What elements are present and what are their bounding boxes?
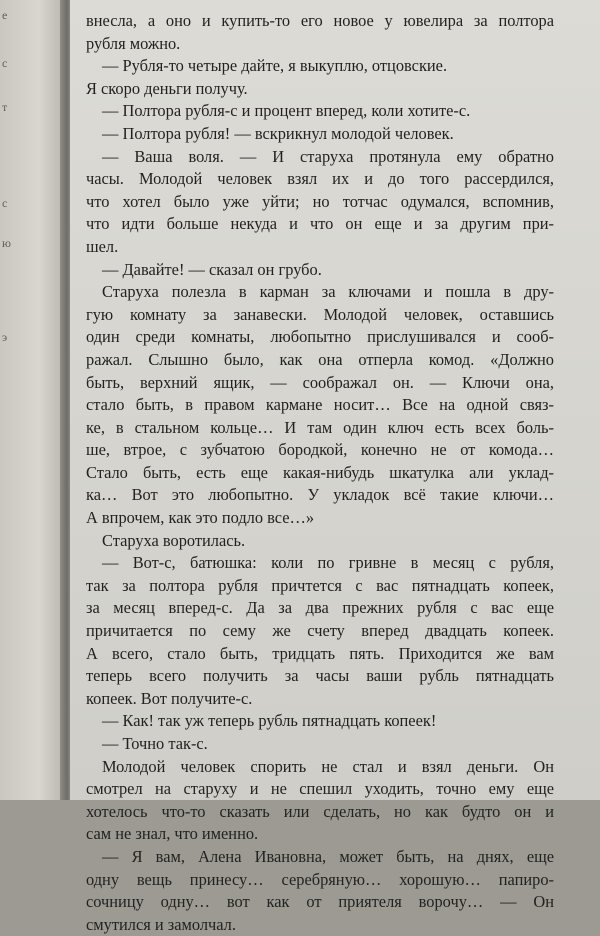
text-line: ше, втрое, с зубчатою бородкой, конечно не от комода…: [86, 440, 554, 460]
text-line: гую комнату за занавески. Молодой человек, оставшись: [86, 304, 554, 324]
text-line: — Полтора рубля! — вскрикнул молодой человек.: [102, 123, 454, 143]
text-line: за месяц вперед-с. Да за два прежних рубля с вас еще: [86, 598, 554, 618]
text-line: — Ваша воля. — И старуха протянула ему обратно: [102, 146, 554, 166]
text-line: Молодой человек спорить не стал и взял деньги. Он: [102, 756, 554, 776]
facing-page-fragment: т: [2, 100, 8, 114]
facing-page-fragment: э: [2, 330, 8, 344]
text-line: сам не знал, что именно.: [86, 824, 259, 844]
text-line: быть, верхний ящик, — соображал он. — Ключи она,: [86, 372, 554, 392]
facing-page-fragment: с: [2, 196, 8, 210]
facing-page-edge: [0, 0, 64, 800]
text-line: часы. Молодой человек взял их и до того рассердился,: [86, 169, 554, 189]
text-line: так за полтора рубля причтется с вас пятнадцать копеек,: [86, 575, 554, 595]
text-line: — Давайте! — сказал он грубо.: [102, 259, 322, 279]
text-line: один среди комнаты, любопытно прислушивался и сооб-: [86, 327, 554, 347]
text-line: А впрочем, как это подло все…»: [86, 508, 315, 528]
text-line: сочницу одну… вот как от приятеля ворочу… — Он: [86, 892, 554, 912]
text-line: теперь всего получить за часы ваши рубль пятнадцать: [86, 666, 554, 686]
text-line: что идти больше некуда и что он еще и за другим при-: [86, 214, 554, 234]
book-page: [70, 0, 600, 934]
text-line: стало быть, в правом кармане носит… Все на одной связ-: [86, 395, 554, 415]
text-line: смотрел на старуху и не спешил уходить, точно ему еще: [86, 779, 554, 799]
facing-page-fragment: ю: [2, 236, 11, 250]
text-line: Старуха полезла в карман за ключами и пошла в дру-: [102, 282, 554, 302]
text-line: — Вот-с, батюшка: коли по гривне в месяц с рубля,: [102, 553, 554, 573]
text-line: А всего, стало быть, тридцать пять. Приходится же вам: [86, 643, 554, 663]
facing-page-fragment: е: [2, 8, 8, 22]
text-line: копеек. Вот получите-с.: [86, 688, 253, 708]
text-line: одну вещь принесу… серебряную… хорошую… папиро-: [86, 869, 554, 889]
text-line: — Я вам, Алена Ивановна, может быть, на днях, еще: [102, 846, 554, 866]
text-line: — Полтора рубля-с и процент вперед, коли хотите-с.: [102, 101, 471, 121]
text-line: шел.: [86, 236, 119, 256]
text-line: Старуха воротилась.: [102, 530, 246, 550]
text-line: внесла, а оно и купить-то его новое у ювелира за полтора: [86, 11, 554, 30]
facing-page-fragment: с: [2, 56, 8, 70]
text-line: Я скоро деньги получу.: [86, 78, 248, 98]
text-line: ка… Вот это любопытно. У укладок всё такие ключи…: [86, 485, 554, 505]
text-line: — Точно так-с.: [102, 734, 208, 753]
text-line: смутился и замолчал.: [86, 914, 236, 934]
text-line: рубля можно.: [86, 33, 181, 53]
text-line: Стало быть, есть еще какая-нибудь шкатулка али уклад-: [86, 462, 554, 482]
text-line: хотелось что-то сказать или сделать, но как будто он и: [86, 801, 554, 821]
text-line: — Как! так уж теперь рубль пятнадцать копеек!: [102, 711, 437, 731]
text-line: что хотел было уже уйти; но тотчас одумался, вспомнив,: [86, 191, 554, 211]
text-line: ке, в стальном кольце… И там один ключ есть всех боль-: [86, 417, 554, 437]
text-line: ражал. Слышно было, как она отперла комод. «Должно: [86, 349, 554, 369]
page-text-block: [86, 10, 554, 936]
text-line: причитается по сему же счету вперед двадцать копеек.: [86, 621, 554, 641]
text-line: — Рубля-то четыре дайте, я выкуплю, отцовские.: [102, 56, 448, 76]
